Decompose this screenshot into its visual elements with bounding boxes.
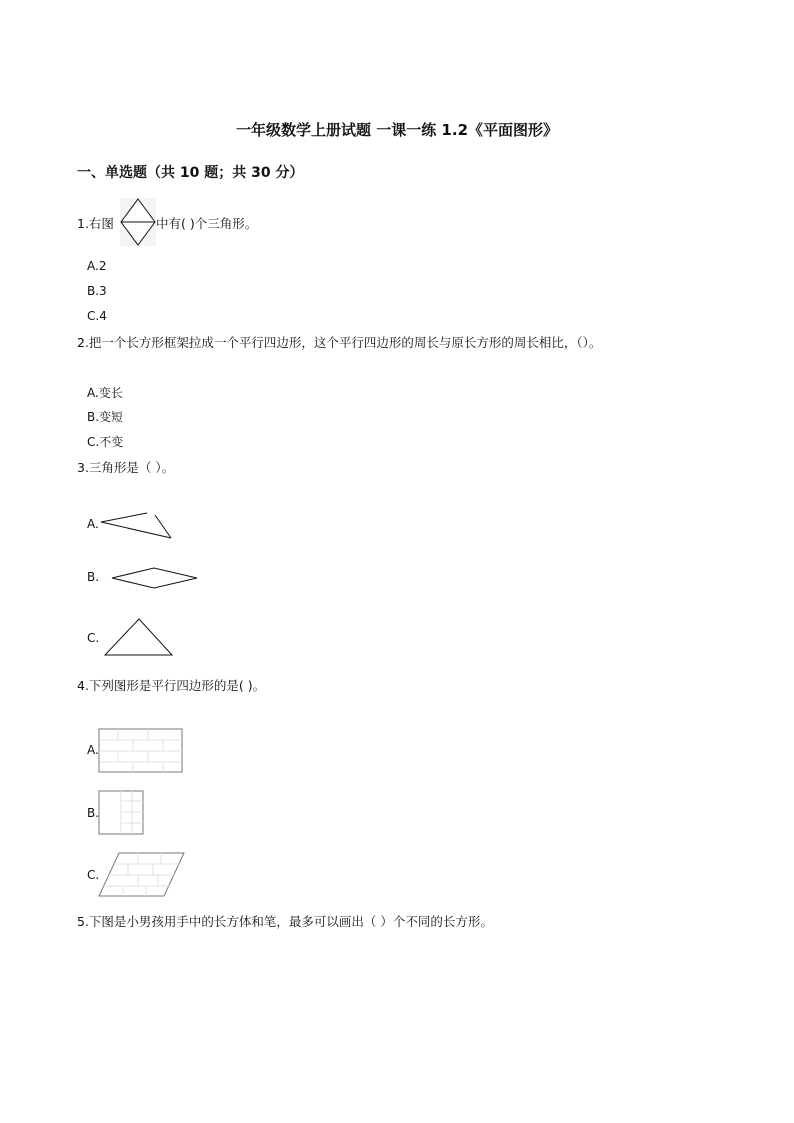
option-3b[interactable]: B.: [87, 570, 100, 584]
question-5-text: 5.下图是小男孩用手中的长方体和笔，最多可以画出（ ）个不同的长方形。: [77, 914, 493, 929]
page-title: 一年级数学上册试题 一课一练 1.2《平面图形》: [235, 121, 559, 139]
question-2-text: 2.把一个长方形框架拉成一个平行四边形，这个平行四边形的周长与原长方形的周长相比，（）。: [77, 335, 602, 350]
section-heading: 一、单选题（共 10 题；共 30 分）: [77, 165, 304, 181]
option-1c[interactable]: C.4: [87, 309, 107, 323]
question-1-text-after: 中有( )个三角形。: [156, 216, 258, 231]
option-2b[interactable]: B.变短: [87, 410, 124, 424]
question-3-text: 3.三角形是（ ）。: [77, 460, 175, 475]
brick-parallelogram-figure: [98, 852, 186, 898]
option-4c[interactable]: C.: [87, 868, 100, 882]
question-4-text: 4.下列图形是平行四边形的是( )。: [77, 678, 266, 693]
triangle-figure: [104, 618, 174, 658]
option-3c[interactable]: C.: [87, 631, 100, 645]
rhombus-figure: [110, 567, 200, 589]
tall-rectangle-figure: [98, 790, 146, 836]
brick-rectangle-figure: [98, 728, 184, 774]
option-4a[interactable]: A.: [87, 743, 99, 757]
option-4b[interactable]: B.: [87, 806, 100, 820]
option-2a[interactable]: A.变长: [87, 386, 123, 400]
diamond-split-triangles-figure: [120, 198, 156, 246]
option-1b[interactable]: B.3: [87, 284, 107, 298]
question-1-text-before: 1.右图: [77, 216, 114, 231]
option-2c[interactable]: C.不变: [87, 435, 124, 449]
option-3a[interactable]: A.: [87, 517, 99, 531]
option-1a[interactable]: A.2: [87, 259, 107, 273]
open-triangle-figure: [100, 511, 175, 541]
